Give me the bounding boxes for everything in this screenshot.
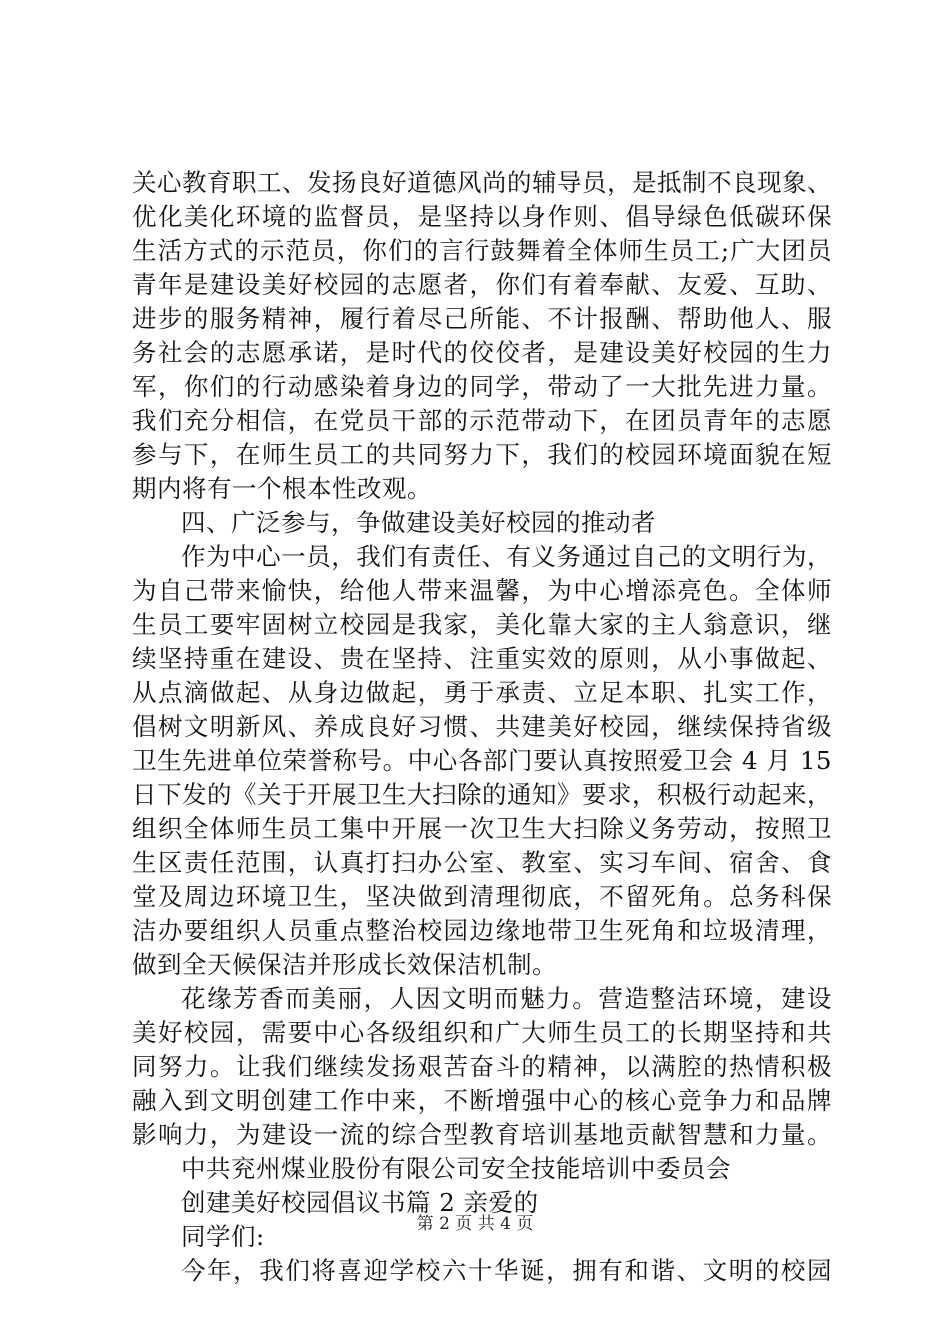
text-line: 从点滴做起、从身边做起，勇于承责、立足本职、扎实工作， [132, 678, 832, 707]
text-line: 生活方式的示范员，你们的言行鼓舞着全体师生员工;广大团员 [132, 236, 832, 265]
text-line: 洁办要组织人员重点整治校园边缘地带卫生死角和垃圾清理， [132, 916, 832, 945]
text-line: 期内将有一个根本性改观。 [132, 474, 432, 503]
text-line: 军，你们的行动感染着身边的同学，带动了一大批先进力量。 [132, 372, 832, 401]
text-line: 同学们: [181, 1222, 265, 1251]
text-line: 我们充分相信，在党员干部的示范带动下，在团员青年的志愿 [132, 406, 832, 435]
text-line: 生区责任范围，认真打扫办公室、教室、实习车间、宿舍、食 [132, 848, 832, 877]
text-line: 今年，我们将喜迎学校六十华诞，拥有和谐、文明的校园 [181, 1256, 832, 1285]
text-line: 四、广泛参与，争做建设美好校园的推动者 [181, 508, 656, 537]
text-line: 日下发的《关于开展卫生大扫除的通知》要求，积极行动起来， [132, 780, 832, 809]
text-line: 做到全天候保洁并形成长效保洁机制。 [132, 950, 557, 979]
text-line: 花缘芳香而美丽，人因文明而魅力。营造整洁环境，建设 [181, 984, 832, 1013]
text-line: 中共兖州煤业股份有限公司安全技能培训中委员会 [181, 1154, 731, 1183]
page-footer: 第 2 页 共 4 页 [416, 1214, 534, 1234]
document-body [132, 166, 832, 1288]
text-line: 进步的服务精神，履行着尽己所能、不计报酬、帮助他人、服 [132, 304, 832, 333]
text-line: 组织全体师生员工集中开展一次卫生大扫除义务劳动，按照卫 [132, 814, 832, 843]
text-line: 倡树文明新风、养成良好习惯、共建美好校园，继续保持省级 [132, 712, 832, 741]
text-line: 参与下，在师生员工的共同努力下，我们的校园环境面貌在短 [132, 440, 832, 469]
text-line: 优化美化环境的监督员，是坚持以身作则、倡导绿色低碳环保 [132, 202, 832, 231]
text-line: 生员工要牢固树立校园是我家，美化靠大家的主人翁意识，继 [132, 610, 832, 639]
text-line: 务社会的志愿承诺，是时代的佼佼者，是建设美好校园的生力 [132, 338, 832, 367]
text-line: 卫生先进单位荣誉称号。中心各部门要认真按照爱卫会 4 月 15 [132, 746, 832, 775]
text-line: 续坚持重在建设、贵在坚持、注重实效的原则，从小事做起、 [132, 644, 832, 673]
text-line: 作为中心一员，我们有责任、有义务通过自己的文明行为， [181, 542, 832, 571]
text-line: 堂及周边环境卫生，坚决做到清理彻底，不留死角。总务科保 [132, 882, 832, 911]
text-line: 为自己带来愉快，给他人带来温馨，为中心增添亮色。全体师 [132, 576, 832, 605]
text-line: 创建美好校园倡议书篇 2 亲爱的 [181, 1188, 539, 1217]
text-line: 影响力，为建设一流的综合型教育培训基地贡献智慧和力量。 [132, 1120, 832, 1149]
text-line: 融入到文明创建工作中来，不断增强中心的核心竞争力和品牌 [132, 1086, 832, 1115]
text-line: 关心教育职工、发扬良好道德风尚的辅导员，是抵制不良现象、 [132, 168, 832, 197]
text-line: 美好校园，需要中心各级组织和广大师生员工的长期坚持和共 [132, 1018, 832, 1047]
text-line: 同努力。让我们继续发扬艰苦奋斗的精神，以满腔的热情积极 [132, 1052, 832, 1081]
text-line: 青年是建设美好校园的志愿者，你们有着奉献、友爱、互助、 [132, 270, 832, 299]
